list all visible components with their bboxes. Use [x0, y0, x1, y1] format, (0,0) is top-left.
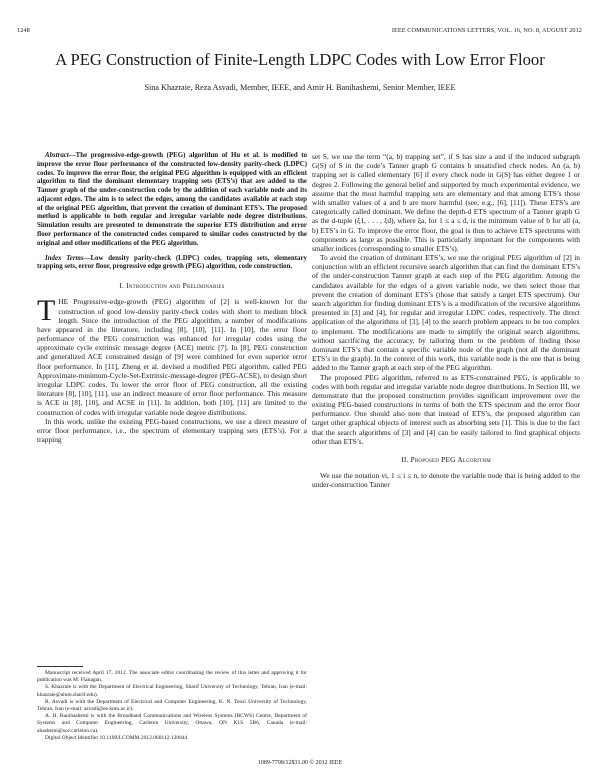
footnote-author-2: R. Asvadi is with the Department of Electrical and Computer Engineering, K. N. Toosi University of Technology, Tehran, Iran (e-mail: asvadi@ee.kntu.ac.ir). — [37, 698, 307, 713]
abstract-label: Abstract — [45, 152, 69, 159]
index-terms-text: —Low density parity-check (LDPC) codes, trapping sets, elementary trapping sets, error floor, progressive edge growth (PEG) algorithm, code construction. — [37, 254, 307, 271]
right-paragraph-2: To avoid the creation of dominant ETS’s, we use the original PEG algorithm of [2] in conjunction with an efficient recursive search algorithm that can find the dominant ETS’s of the under-construction Tanner graph at each step of the PEG algorithm. Among the candidates available for the edges of a given variable node, we then select those that prevent the creation of dominant ETS’s (those that satisfy a target ETS spectrum). Our search algorithm for finding dominant ETS’s is a modification of the recursive algorithms presented in [3] and [4], for regular and irregular LDPC codes, respectively. The direct application of the algorithms of [3], [4] to the search problem appears to be too complex to implement. The modifications are made to simplify the original search algorithms, without sacrificing the accuracy, by tailoring them to the problem of finding those dominant ETS’s that contain a specific variable node of the graph (not all the dominant ETS’s in the graph). In the context of this work, this variable node is the one that is being added to the Tanner graph at each step of the PEG algorithm. — [312, 253, 580, 373]
footnotes — [37, 670, 307, 742]
footnote-author-3: A. H. Banihashemi is with the Broadband Communications and Wireless Systems (BCWS) Centre, Department of Systems and Computer Engineering, Carleton University, Ottawa, ON K1S 5B6, Canada (e-mail: ahashemi@sce.carleton.ca). — [37, 713, 307, 734]
author-list: Sina Khazraie, Reza Asvadi, Member, IEEE, and Amir H. Banihashemi, Senior Member, IEEE — [144, 83, 456, 92]
footnote-author-1: S. Khazraie is with the Department of Electrical Engineering, Sharif University of Technology, Tehran, Iran (e-mail: khazraie@alum.sharif.edu). — [37, 684, 307, 698]
running-head — [17, 27, 582, 39]
abstract — [37, 152, 307, 249]
index-terms-label: Index Terms — [45, 254, 84, 262]
right-paragraph-3: The proposed PEG algorithm, referred to as ETS-constrained PEG, is applicable to codes with both regular and irregular variable node degree distributions. In Section III, we demonstrate that the proposed construction provides significant improvement over the existing PEG-based constructions in terms of both the ETS spectrum and the error floor performance. One should also note that instead of ETS’s, the proposed algorithm can target other graphical objects of interest such as absorbing sets [1]. This is due to the fact that the search algorithms of [3] and [4] can be easily tailored to find graphical objects other than ETS’s. — [312, 372, 580, 446]
right-paragraph-4: We use the notation vi, 1 ≤ i ≤ n, to denote the variable node that is being added to the under-construction Tanner — [312, 471, 580, 490]
right-column — [312, 152, 580, 490]
intro-paragraph-2: In this work, unlike the existing PEG-based constructions, we use a direct measure of error floor performance, i.e., the spectrum of elementary trapping sets (ETS’s). For a trapping — [37, 416, 307, 445]
abstract-text: —The progressive-edge-growth (PEG) algorithm of Hu et al. is modified to improve the error floor performance of the constructed low-density parity-check (LDPC) codes. To improve the error floor, the original PEG algorithm is equipped with an efficient algorithm to find the dominant elementary trapping sets (ETS’s) that are added to the Tanner graph of the under-construction code by the addition of each variable node and its adjacent edges. The aim is to select the edges, among the candidates available at each step of the original PEG algorithm, that prevent the creation of dominant ETS’s. The proposed method is applicable to both regular and irregular variable node degree distributions. Simulation results are presented to demonstrate the superior ETS distribution and error floor performance of the constructed codes compared to similar codes constructed by the original and other modifications of the PEG algorithm. — [37, 152, 307, 247]
footnote-doi: Digital Object Identifier 10.1109/LCOMM.2012.060112.120844 — [45, 734, 188, 741]
left-column — [37, 152, 307, 444]
page-number: 1248 — [17, 27, 30, 34]
section-heading-proposed: II. Proposed PEG Algorithm — [401, 455, 491, 464]
drop-cap: T — [37, 294, 56, 328]
right-paragraph-1: set S, we use the term “(a, b) trapping set”, if S has size a and if the induced subgraph G(S) of S in the code’s Tanner graph G contains b unsatisfied check nodes. An (a, b) trapping set is called elementary [6] if every check node in G(S) has either degree 1 or degree 2. Following the general belief and supported by much experimental evidence, we assume that the most harmful trapping sets are elementary and that among ETS’s those with smaller values of a and b are more harmful (see, e.g., [6], [11]). These ETS’s are categorically called dominant. We define the depth-d ETS spectrum of a Tanner graph G as the d-tuple (ξ1, . . . , ξd), where ξa, for 1 ≤ a ≤ d, is the minimum value of b for all (a, b) ETS’s in G. To improve the error floor, the goal is thus to achieve ETS spectrums with components as large as possible. This is particularly important for the components with smaller indices (corresponding to smaller ETS’s). — [312, 152, 580, 253]
copyright-line: 1089-7798/12$31.00 © 2012 IEEE — [257, 760, 343, 766]
footnote-rule — [37, 666, 83, 667]
index-terms — [37, 255, 307, 273]
footnote-manuscript: Manuscript received April 17, 2012. The associate editor coordinating the review of this letter and approving it for publication was M. Flanagan. — [37, 670, 307, 684]
intro-paragraph-1: THE Progressive-edge-growth (PEG) algorithm of [2] is well-known for the construction of good low-density parity-check codes with short to medium block length. Since the introduction of the PEG algorithm, a number of modifications have appeared in the literature, including [8], [10], [11]. In [10], the error floor performance of the PEG construction was enhanced for irregular codes using the approximate cycle extrinsic message degree (ACE) metric [7]. In [8], PEG construction and generalized ACE constrained design of [9] were combined for even superior error floor performance. In [11], Zheng et al. devised a modified PEG algorithm, called PEG Approximate-minimum-Cycle-Set-Extrinsic-message-degree (PEG-ACSE), to design short irregular LDPC codes. To lower the error floor of PEG construction, all the existing literature [8], [10], [11], use an indirect measure of error floor performance. This measure is ACE in [8], [10], and ACSE in [11]. In addition, both [10], [11] are limited to the construction of codes with irregular variable node degree distributions. — [37, 294, 307, 417]
section-heading-introduction: I. Introduction and Preliminaries — [119, 281, 225, 291]
journal-header: IEEE COMMUNICATIONS LETTERS, VOL. 16, NO. 8, AUGUST 2012 — [391, 27, 582, 34]
paper-title: A PEG Construction of Finite-Length LDPC Codes with Low Error Floor — [55, 50, 545, 69]
